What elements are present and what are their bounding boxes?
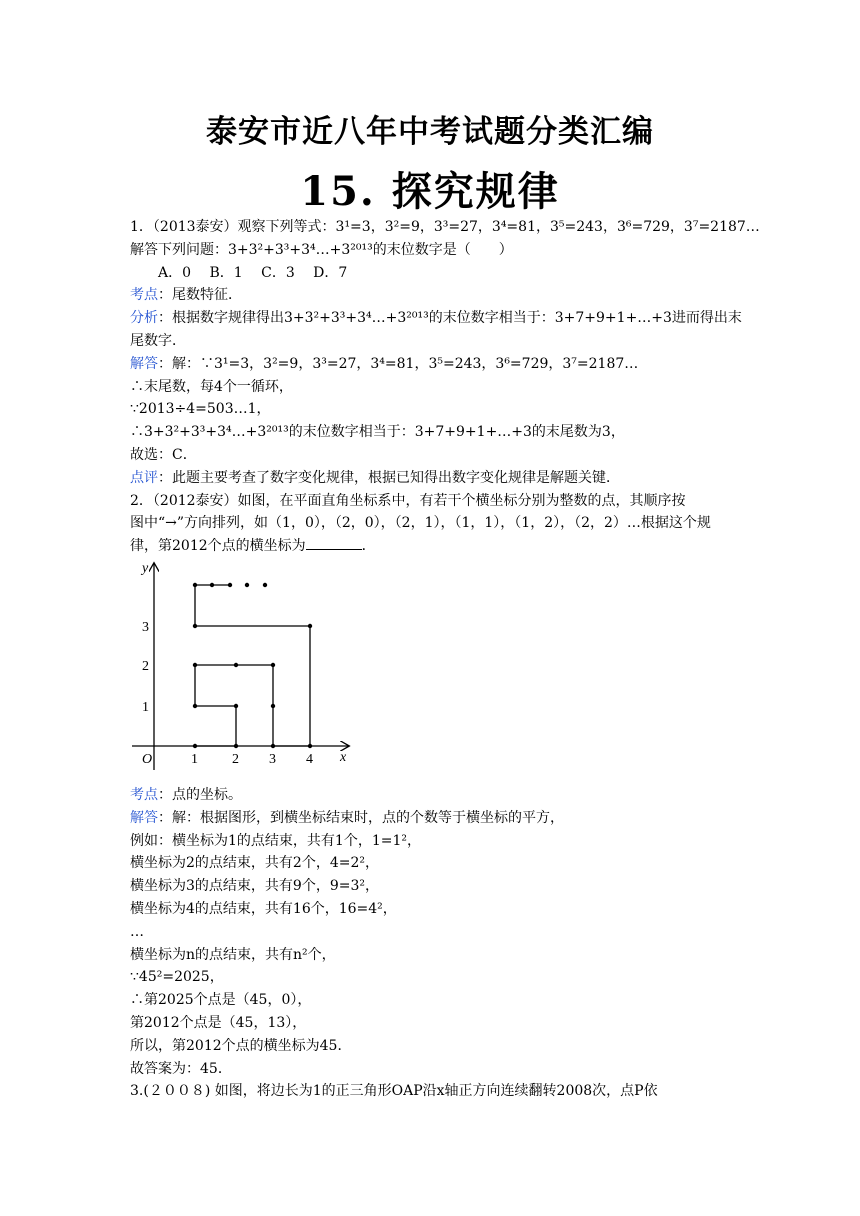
- q3-line-1: 3.(２００８) 如图，将边长为1的正三角形OAP沿x轴正方向连续翻转2008次，点P依: [130, 1083, 658, 1100]
- point: [234, 704, 238, 708]
- q1-kaodian: [130, 284, 735, 307]
- jieda-label: 解答: [130, 809, 158, 826]
- jieda-label: 解答: [130, 355, 158, 372]
- q1-options: A．0 B．1 C．3 D．7: [158, 264, 348, 281]
- point: [308, 624, 312, 628]
- q2-kaodian-text: ：点的坐标。: [158, 786, 242, 803]
- point: [193, 663, 197, 667]
- point: [234, 744, 238, 748]
- document-subtitle: 15. 探究规律: [300, 168, 560, 215]
- q1-fenxi-text-1: ：根据数字规律得出3+3²+3³+3⁴…+3²⁰¹³的末位数字相当于：3+7+9+1+…+3进而得出末: [158, 310, 742, 327]
- continuation-dot: [228, 583, 232, 587]
- q1-fenxi-text-2: 尾数字．: [130, 332, 186, 349]
- point: [271, 744, 275, 748]
- q1-line-1: 1．（2013泰安）观察下列等式：3¹=3，3²=9，3³=27，3⁴=81，3⁵=243，3⁶=729，3⁷=2187…: [130, 219, 760, 235]
- q2-jieda-text-5: 横坐标为4的点结束，共有16个，16=4²，: [130, 900, 397, 917]
- y-axis-label: y: [142, 560, 149, 576]
- q2-jieda: [130, 807, 735, 830]
- x-tick-label: 2: [232, 751, 239, 767]
- y-tick-label: 3: [142, 619, 149, 635]
- point: [308, 744, 312, 748]
- q2-jieda-text-12: 故答案为：45．: [130, 1060, 232, 1077]
- q2-jieda-text-9: ∴第2025个点是（45，0），: [130, 992, 312, 1009]
- q2-line-3-text: 律，第2012个点的横坐标为: [130, 538, 306, 555]
- q1-dianping-text: ：此题主要考查了数字变化规律，根据已知得出数字变化规律是解题关键．: [158, 469, 620, 486]
- q2-jieda-text-6: …: [130, 923, 144, 940]
- dianping-label: 点评: [130, 469, 158, 486]
- document-title: 泰安市近八年中考试题分类汇编: [206, 114, 654, 150]
- point: [193, 704, 197, 708]
- q1-jieda: [130, 353, 735, 376]
- q2-jieda-text-7: 横坐标为n的点结束，共有n²个，: [130, 946, 336, 963]
- point: [193, 744, 197, 748]
- point: [271, 663, 275, 667]
- kaodian-label: 考点: [130, 287, 158, 304]
- point: [193, 583, 197, 587]
- q2-line-3: [130, 535, 735, 558]
- q1-jieda-text-4: ∴3+3²+3³+3⁴…+3²⁰¹³的末位数字相当于：3+7+9+1+…+3的末尾数为3，: [130, 424, 625, 441]
- q2-kaodian: [130, 784, 735, 807]
- x-tick-label: 4: [306, 751, 313, 767]
- q2-line-3-end: ．: [361, 538, 376, 555]
- y-tick-label: 2: [142, 658, 149, 674]
- kaodian-label: 考点: [130, 786, 158, 803]
- origin-label: O: [142, 751, 153, 767]
- q2-jieda-text-10: 第2012个点是（45，13），: [130, 1014, 307, 1031]
- q1-jieda-text-1: ：解：∵3¹=3，3²=9，3³=27，3⁴=81，3⁵=243，3⁶=729，3⁷=2187…: [158, 355, 639, 372]
- q2-jieda-text-4: 横坐标为3的点结束，共有9个，9=3²，: [130, 878, 379, 895]
- q1-kaodian-text: ：尾数特征．: [158, 287, 242, 304]
- q1-jieda-text-3: ∵2013÷4=503…1，: [130, 401, 271, 418]
- fenxi-label: 分析: [130, 310, 158, 327]
- document-body: [130, 216, 760, 1103]
- point: [271, 704, 275, 708]
- q2-jieda-text-1: ：解：根据图形，到横坐标结束时，点的个数等于横坐标的平方，: [158, 809, 564, 826]
- continuation-dot: [263, 583, 267, 587]
- x-axis-label: x: [340, 749, 347, 765]
- point: [210, 583, 214, 587]
- q2-jieda-text-2: 例如：横坐标为1的点结束，共有1个，1=1²，: [130, 832, 421, 849]
- q2-jieda-text-8: ∵45²=2025，: [130, 969, 224, 986]
- q2-line-1: 2．（2012泰安）如图，在平面直角坐标系中，有若干个横坐标分别为整数的点，其顺序按: [130, 492, 686, 509]
- q1-jieda-text-5: 故选：C．: [130, 446, 197, 463]
- coordinate-figure: [130, 560, 360, 780]
- q2-jieda-text-11: 所以，第2012个点的横坐标为45．: [130, 1037, 352, 1054]
- point: [234, 663, 238, 667]
- q1-fenxi: [130, 307, 742, 330]
- continuation-dot: [245, 583, 249, 587]
- path-polyline: [195, 585, 310, 746]
- q2-jieda-text-3: 横坐标为2的点结束，共有2个，4=2²，: [130, 855, 379, 872]
- point: [193, 624, 197, 628]
- q1-jieda-text-2: ∴末尾数，每4个一循环，: [130, 378, 293, 395]
- x-tick-label: 1: [191, 751, 198, 767]
- q1-dianping: [130, 467, 735, 490]
- q2-line-2: 图中“→”方向排列，如（1，0），（2，0），（2，1），（1，1），（1，2），（2，2）…根据这个规: [130, 515, 711, 532]
- answer-blank: [306, 535, 362, 550]
- q1-line-2: 解答下列问题：3+3²+3³+3⁴…+3²⁰¹³的末位数字是（ ）: [130, 241, 513, 258]
- y-tick-label: 1: [142, 699, 149, 715]
- x-tick-label: 3: [269, 751, 276, 767]
